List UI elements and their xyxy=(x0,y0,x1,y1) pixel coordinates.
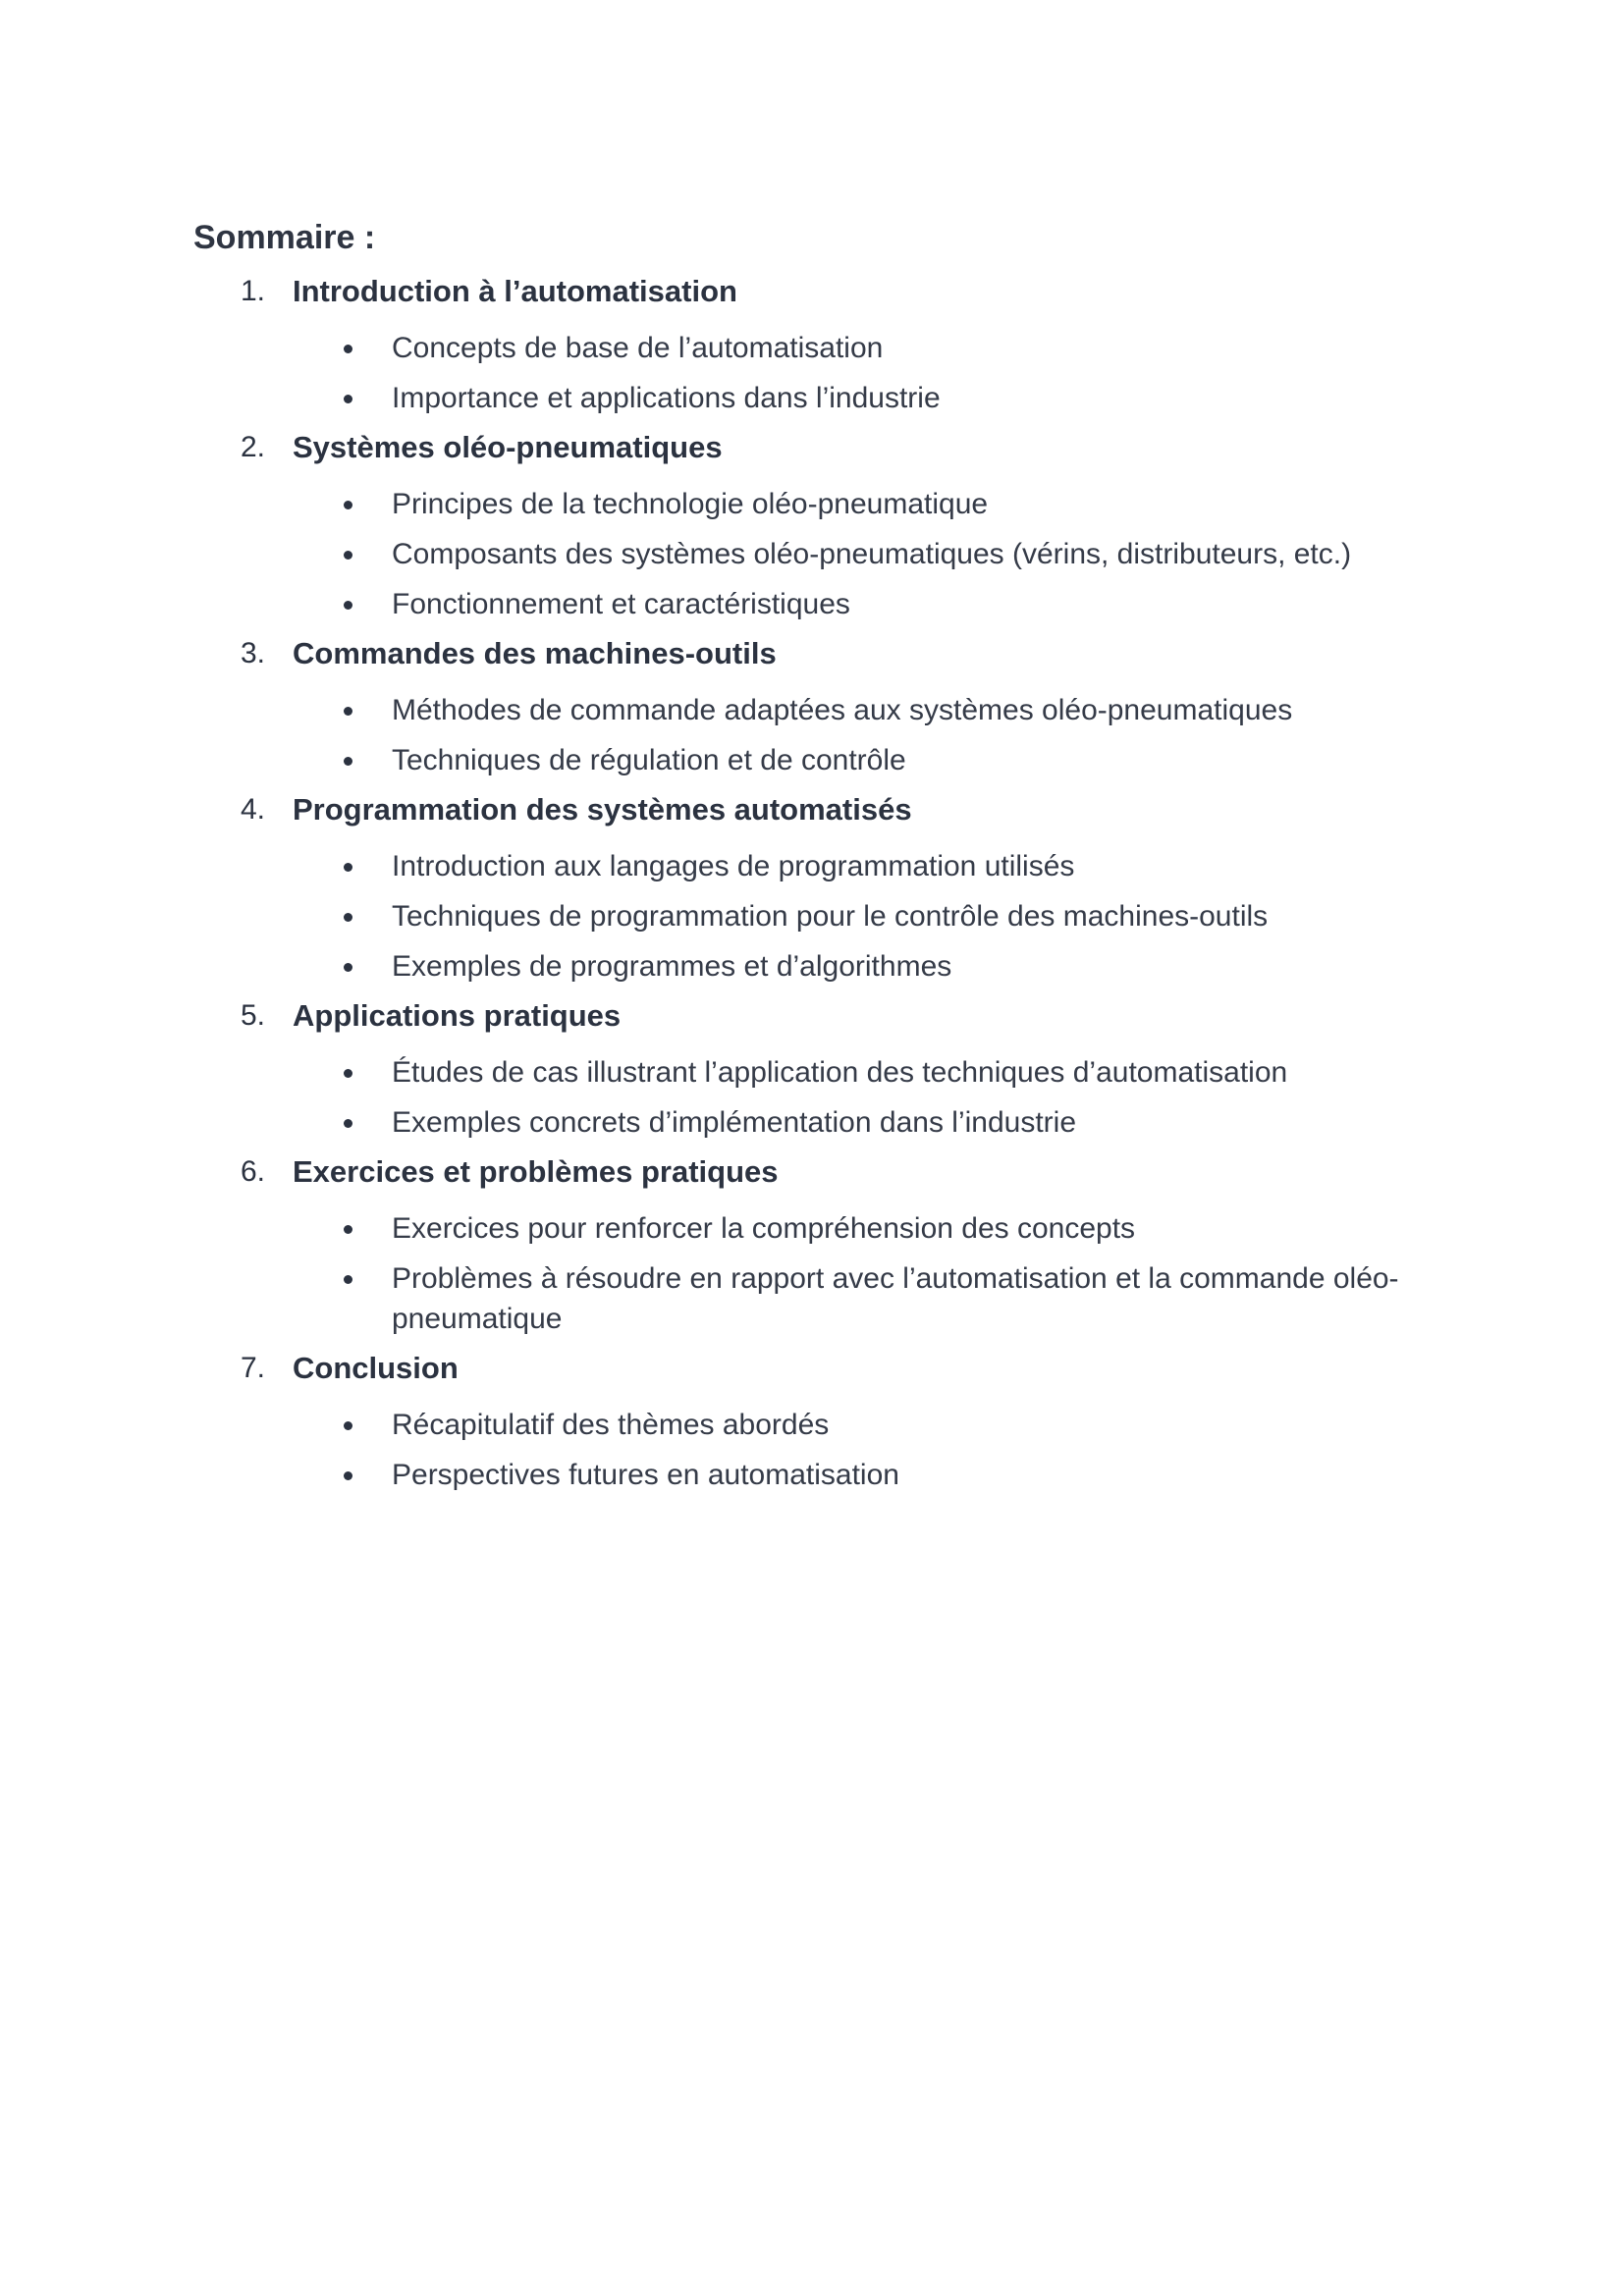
bullet-icon xyxy=(344,757,352,766)
toc-heading: Sommaire : xyxy=(193,219,376,256)
toc-section xyxy=(0,1344,1624,1500)
bullet-icon xyxy=(344,395,352,403)
toc-subitem xyxy=(0,1400,1624,1450)
toc-section-number: 6. xyxy=(241,1155,266,1188)
toc-subitem-text: Perspectives futures en automatisation xyxy=(392,1459,899,1491)
toc-subitem-list xyxy=(0,472,1624,629)
toc-subitem-text: Techniques de régulation et de contrôle xyxy=(392,744,906,776)
bullet-icon xyxy=(344,345,352,353)
toc-subitem-text: Exemples de programmes et d’algorithmes xyxy=(392,950,952,983)
toc-subitem-list xyxy=(0,834,1624,991)
toc-subitem-list xyxy=(0,1393,1624,1500)
toc-subitem-text: Techniques de programmation pour le contrôle des machines-outils xyxy=(392,900,1269,933)
toc-section-title: Commandes des machines-outils xyxy=(293,636,777,670)
toc-subitem xyxy=(0,579,1624,629)
toc-subitem-text: Exemples concrets d’implémentation dans l’industrie xyxy=(392,1106,1077,1139)
bullet-icon xyxy=(344,501,352,509)
toc-subitem xyxy=(0,1097,1624,1148)
toc-subitem-text: Introduction aux langages de programmation utilisés xyxy=(392,850,1075,882)
toc-section-number: 7. xyxy=(241,1352,266,1384)
toc-subitem-text: Récapitulatif des thèmes abordés xyxy=(392,1409,830,1441)
bullet-icon xyxy=(344,1421,352,1430)
toc-section-number: 4. xyxy=(241,793,266,826)
toc-subitem-text: Composants des systèmes oléo-pneumatiques (vérins, distributeurs, etc.) xyxy=(392,538,1352,570)
table-of-contents xyxy=(0,267,1624,1500)
toc-subitem xyxy=(0,1203,1624,1254)
toc-subitem-list xyxy=(0,678,1624,785)
bullet-icon xyxy=(344,1119,352,1128)
toc-section-number: 3. xyxy=(241,637,266,669)
toc-subitem-text: Exercices pour renforcer la compréhension des concepts xyxy=(392,1212,1136,1245)
toc-subitem-text: Fonctionnement et caractéristiques xyxy=(392,588,850,620)
toc-subitem-list xyxy=(0,316,1624,423)
toc-subitem xyxy=(0,323,1624,373)
bullet-icon xyxy=(344,1275,352,1284)
toc-subitem xyxy=(0,841,1624,891)
toc-section-number: 1. xyxy=(241,275,266,307)
bullet-icon xyxy=(344,963,352,972)
toc-section-number: 5. xyxy=(241,999,266,1032)
toc-subitem xyxy=(0,373,1624,423)
toc-subitem xyxy=(0,1254,1624,1344)
bullet-icon xyxy=(344,913,352,922)
toc-section xyxy=(0,267,1624,423)
toc-section-header xyxy=(0,785,1624,834)
toc-section-header xyxy=(0,423,1624,472)
toc-subitem xyxy=(0,1047,1624,1097)
bullet-icon xyxy=(344,863,352,872)
toc-subitem-text: Études de cas illustrant l’application des techniques d’automatisation xyxy=(392,1056,1288,1089)
toc-section-title: Programmation des systèmes automatisés xyxy=(293,792,912,827)
toc-subitem xyxy=(0,941,1624,991)
toc-section xyxy=(0,423,1624,629)
toc-subitem-text: Problèmes à résoudre en rapport avec l’automatisation et la commande oléo-pneumatique xyxy=(392,1262,1399,1335)
toc-subitem-list xyxy=(0,1041,1624,1148)
toc-subitem xyxy=(0,1450,1624,1500)
toc-section-title: Applications pratiques xyxy=(293,998,622,1033)
bullet-icon xyxy=(344,1471,352,1480)
toc-subitem xyxy=(0,891,1624,941)
toc-section-header xyxy=(0,1344,1624,1393)
toc-section-title: Introduction à l’automatisation xyxy=(293,274,737,308)
bullet-icon xyxy=(344,551,352,560)
toc-section xyxy=(0,1148,1624,1344)
toc-section-header xyxy=(0,991,1624,1041)
toc-subitem-text: Principes de la technologie oléo-pneumatique xyxy=(392,488,989,520)
toc-subitem-list xyxy=(0,1197,1624,1344)
toc-section xyxy=(0,991,1624,1148)
toc-subitem xyxy=(0,479,1624,529)
toc-subitem-text: Concepts de base de l’automatisation xyxy=(392,332,884,364)
toc-section-header xyxy=(0,267,1624,316)
toc-subitem xyxy=(0,529,1624,579)
toc-section-number: 2. xyxy=(241,431,266,463)
toc-subitem xyxy=(0,735,1624,785)
toc-subitem xyxy=(0,685,1624,735)
bullet-icon xyxy=(344,1225,352,1234)
toc-subitem-text: Méthodes de commande adaptées aux systèmes oléo-pneumatiques xyxy=(392,694,1293,726)
toc-section-title: Conclusion xyxy=(293,1351,459,1385)
bullet-icon xyxy=(344,1069,352,1078)
toc-section-header xyxy=(0,629,1624,678)
toc-subitem-text: Importance et applications dans l’industrie xyxy=(392,382,941,414)
bullet-icon xyxy=(344,707,352,716)
toc-section-title: Exercices et problèmes pratiques xyxy=(293,1154,779,1189)
toc-section xyxy=(0,629,1624,785)
toc-section xyxy=(0,785,1624,991)
bullet-icon xyxy=(344,601,352,610)
toc-section-title: Systèmes oléo-pneumatiques xyxy=(293,430,723,464)
toc-section-header xyxy=(0,1148,1624,1197)
